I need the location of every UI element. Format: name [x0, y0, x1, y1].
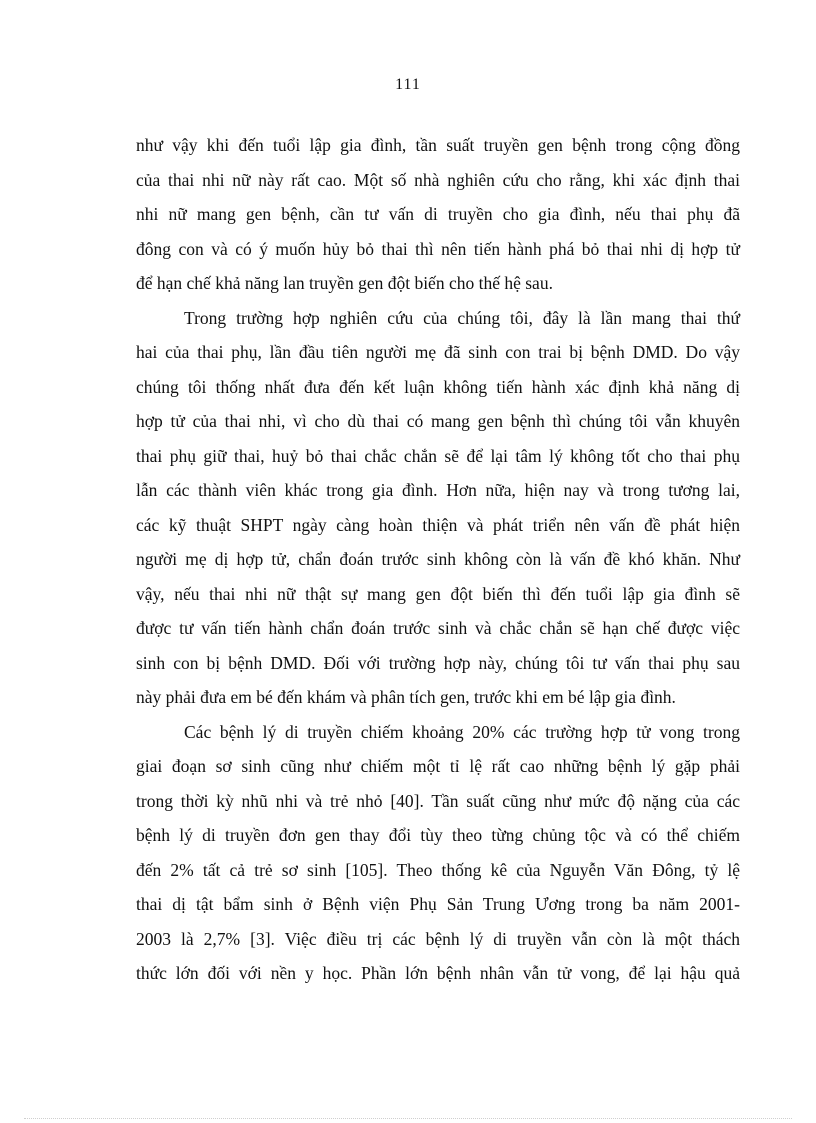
text-line: trong thời kỳ nhũ nhi và trẻ nhỏ [40]. Tần suất cũng như mức độ nặng của các [136, 790, 740, 811]
page-number: 111 [395, 76, 421, 93]
text-line: sinh con bị bệnh DMD. Đối với trường hợp này, chúng tôi tư vấn thai phụ sau [136, 652, 740, 673]
text-line: nhi nữ mang gen bệnh, cần tư vấn di truyền cho gia đình, nếu thai phụ đã [136, 204, 740, 224]
text-line: hợp tử của thai nhi, vì cho dù thai có mang gen bệnh thì chúng tôi vẫn khuyên [136, 411, 740, 431]
text-line: đông con và có ý muốn hủy bỏ thai thì nên tiến hành phá bỏ thai nhi dị hợp tử [136, 238, 740, 259]
text-line: hai của thai phụ, lần đầu tiên người mẹ đã sinh con trai bị bệnh DMD. Do vậy [136, 342, 740, 362]
text-line: này phải đưa em bé đến khám và phân tích gen, trước khi em bé lập gia đình. [136, 687, 676, 707]
text-line: thai dị tật bẩm sinh ở Bệnh viện Phụ Sản Trung Ương trong ba năm 2001- [136, 894, 740, 914]
page-bottom-divider [24, 1118, 792, 1119]
text-line: các kỹ thuật SHPT ngày càng hoàn thiện và phát triển nên vấn đề phát hiện [136, 514, 740, 535]
paragraph-1 [136, 128, 740, 301]
text-line: Trong trường hợp nghiên cứu của chúng tôi, đây là lần mang thai thứ [184, 307, 740, 328]
text-line: bệnh lý di truyền đơn gen thay đổi tùy theo từng chủng tộc và có thể chiếm [136, 825, 740, 845]
text-line: chúng tôi thống nhất đưa đến kết luận không tiến hành xác định khả năng dị [136, 376, 740, 397]
text-line: như vậy khi đến tuổi lập gia đình, tần suất truyền gen bệnh trong cộng đồng [136, 135, 740, 155]
text-line: đến 2% tất cả trẻ sơ sinh [105]. Theo thống kê của Nguyễn Văn Đông, tỷ lệ [136, 859, 740, 880]
text-line: thức lớn đối với nền y học. Phần lớn bệnh nhân vẫn tử vong, để lại hậu quả [136, 963, 740, 983]
text-line: vậy, nếu thai nhi nữ thật sự mang gen đột biến thì đến tuổi lập gia đình sẽ [136, 583, 740, 604]
text-line: Các bệnh lý di truyền chiếm khoảng 20% các trường hợp tử vong trong [184, 721, 740, 742]
text-line: lẫn các thành viên khác trong gia đình. Hơn nữa, hiện nay và trong tương lai, [136, 480, 740, 500]
paragraph-2 [136, 301, 740, 715]
text-line: thai phụ giữ thai, huỷ bỏ thai chắc chắn sẽ để lại tâm lý không tốt cho thai phụ [136, 445, 740, 466]
text-line: được tư vấn tiến hành chẩn đoán trước sinh và chắc chắn sẽ hạn chế được việc [136, 618, 740, 638]
text-line: 2003 là 2,7% [3]. Việc điều trị các bệnh lý di truyền vẫn còn là một thách [136, 928, 740, 949]
paragraph-3 [136, 715, 740, 991]
text-line: để hạn chế khả năng lan truyền gen đột biến cho thế hệ sau. [136, 273, 553, 293]
document-body [136, 128, 740, 991]
text-line: giai đoạn sơ sinh cũng như chiếm một tỉ lệ rất cao những bệnh lý gặp phải [136, 756, 740, 776]
text-line: người mẹ dị hợp tử, chẩn đoán trước sinh không còn là vấn đề khó khăn. Như [136, 549, 740, 569]
text-line: của thai nhi nữ này rất cao. Một số nhà nghiên cứu cho rằng, khi xác định thai [136, 169, 740, 190]
